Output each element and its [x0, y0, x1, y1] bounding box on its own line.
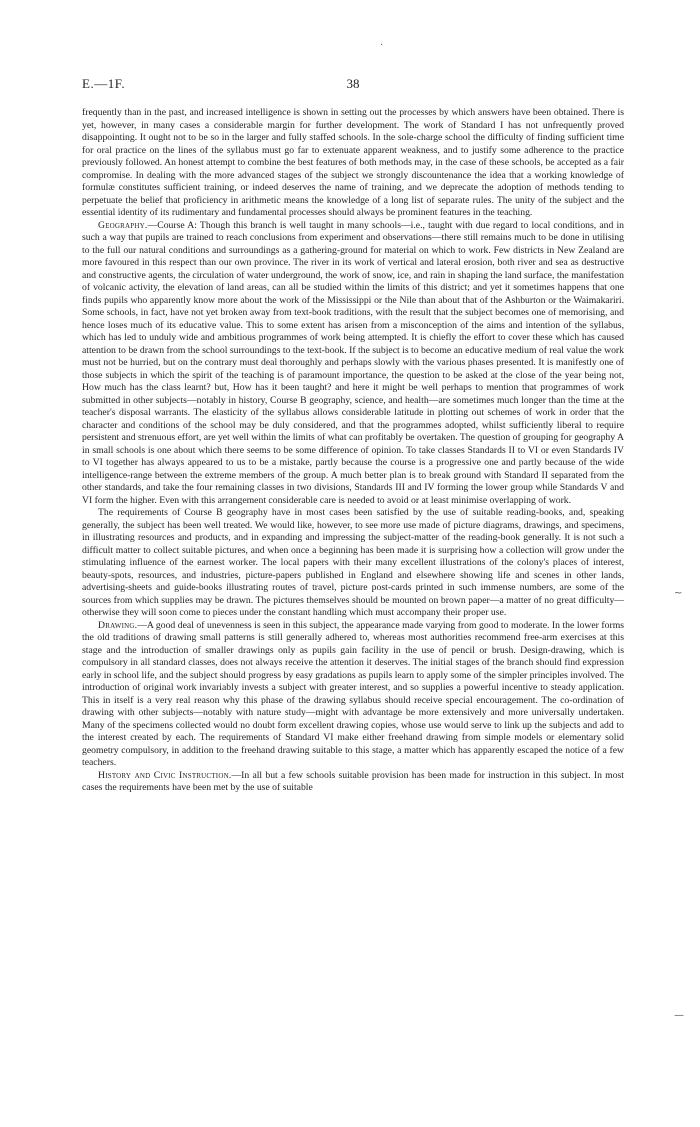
body-text — [82, 107, 624, 795]
paragraph-drawing — [82, 620, 624, 770]
paragraph-text: frequently than in the past, and increased intelligence is shown in setting out the processes by which answers have been obtained. There is yet, however, in many cases a considerable margin for further development. The work of Standard I has not unfrequently proved disappointing. It ought not to be so in the larger and fully staffed schools. In the sole-charge school the difficulty of finding sufficient time for oral practice on the lines of the syllabus must go far to extenuate apparent weakness, and to justify some adherence to the practice previously followed. An honest attempt to combine the best features of both methods may, in the case of these schools, be accepted as a fair compromise. In dealing with the more advanced stages of the subject we strongly discountenance the idea that a working knowledge of formulæ constitutes sufficient training, or indeed deserves the name of training, and we deprecate the adoption of methods tending to perpetuate the belief that proficiency in arithmetic means the knowledge of a long list of separate rules. The unity of the subject and the essential identity of its rudimentary and fundamental processes should always be prominent features in the teaching. — [82, 107, 624, 218]
paragraph-text: —Course A: Though this branch is well taught in many schools—i.e., taught with due regard to local conditions, and in such a way that pupils are trained to reach conclusions from experiment and observations—there still remains much to be done in utilising to the full our natural conditions and surroundings as a gathering-ground for material on which to work. Few districts in New Zealand are more favoured in this respect than our own province. The river in its work of vertical and lateral erosion, both river and sea as destructive and constructive agents, the circulation of water underground, the work of snow, ice, and rain in shaping the land surface, the manifestation of volcanic activity, the elevation of land areas, can all be studied within the limits of this district; and yet it sometimes happens that one finds pupils who apparently know more about the work of the Mississippi or the Nile than about that of the Ashburton or the Waimakariri. Some schools, in fact, have not yet broken away from text-book traditions, with the result that the subject becomes one of memorising, and hence loses much of its educative value. This to some extent has arisen from a misconception of the aims and intention of the syllabus, which has led to unduly wide and ambitious programmes of work being attempted. It is chiefly the effort to cover these which has caused attention to be drawn from the school surroundings to the text-book. If the subject is to become an educative medium of real value the work must not be hurried, but on the contrary must deal thoroughly and perhaps slowly with the various phases presented. It is manifestly one of those subjects in which the spirit of the teaching is of paramount importance, the question to be asked at the close of the year being not, How much has the class learnt? but, How has it been taught? and here it might be well perhaps to mention that programmes of work submitted in other subjects—notably in history, Course B geography, science, and health—are sometimes much longer than the time at the teacher's disposal warrants. The elasticity of the syllabus allows considerable latitude in plotting out schemes of work in order that the character and conditions of the school may be duly considered, and that the programmes adopted, whilst sufficiently liberal to require persistent and strenuous effort, are yet well within the limits of what can profitably be overtaken. The question of grouping for geography A in small schools is one about which there seems to be some difference of opinion. To take classes Standards II to VI or even Standards IV to VI together has always appeared to us to be a mistake, partly because the course is a progressive one and partly because of the wide intelligence-range between the extreme members of the group. A much better plan is to break ground with Standard II separated from the other standards, and take the four remaining classes in two divisions, Standards III and IV forming the lower group while Standards V and VI form the higher. Even with this arrangement considerable care is needed to avoid or at least minimise overlapping of work. — [82, 219, 625, 506]
section-heading: Geography. — [98, 219, 148, 231]
scan-margin-mark: ~ — [674, 588, 683, 599]
section-heading: Drawing. — [98, 619, 138, 631]
scan-margin-mark: — — [674, 1010, 684, 1021]
paragraph-geography-course-b — [82, 507, 624, 620]
section-heading: History and Civic Instruction. — [98, 769, 232, 781]
page-header — [82, 76, 624, 96]
page-number: 38 — [346, 76, 360, 91]
paragraph-arithmetic — [82, 107, 624, 220]
paragraph-text: —A good deal of unevenness is seen in this subject, the appearance made varying from good to moderate. In the lower forms the old traditions of drawing small patterns is still generally adhered to, whereas most authorities recommend free-arm exercises at this stage and the introduction of smaller drawings only as pupils gain facility in the use of pencil or brush. Design-drawing, which is compulsory in all standard classes, does not always receive the attention it deserves. The initial stages of the branch should find expression early in school life, and the subject should progress by easy gradations as pupils learn to apply some of the simpler principles involved. The introduction of original work invariably invests a subject with greater interest, and so supplies a powerful incentive to steady application. This in itself is a very real reason why this phase of the drawing syllabus should receive special encouragement. The co-ordination of drawing with other subjects—notably with nature study—might with advantage be more extensively and more universally undertaken. Many of the specimens collected would no doubt form excellent drawing copies, whose use would serve to link up the subjects and add to the interest created by each. The requirements of Standard VI make either freehand drawing from simple models or elementary solid geometry compulsory, in addition to the freehand drawing suitable to this stage, a matter which has apparently escaped the notice of a few teachers. — [82, 619, 624, 768]
document-reference: E.—1F. — [82, 76, 126, 91]
paragraph-history — [82, 770, 624, 795]
paragraph-text: The requirements of Course B geography have in most cases been satisfied by the use of suitable reading-books, and, speaking generally, the subject has been well treated. We would like, however, to see more use made of picture diagrams, drawings, and specimens, in illustrating resources and products, and in expanding and impressing the subject-matter of the reading-book generally. It is not such a difficult matter to collect suitable pictures, and when once a beginning has been made it is surprising how a collection will grow under the stimulating influence of the earnest worker. The local papers with their many excellent illustrations of the colony's places of interest, beauty-spots, resources, and industries, picture-papers published in England and elsewhere showing life and scenes in other lands, advertising-sheets and guide-books illustrating routes of travel, picture post-cards printed in such immense numbers, are some of the sources from which supplies may be drawn. The pictures themselves should be mounted on brown paper—a matter of no great difficulty—otherwise they will soon come to pieces under the constant handling which must accompany their proper use. — [82, 507, 624, 618]
paragraph-geography — [82, 220, 624, 508]
paragraph-text: —In all but a few schools suitable provision has been made for instruction in this subject. In most cases the requirements have been met by the use of suitable — [82, 769, 624, 793]
scan-dot-mark: · — [380, 40, 384, 51]
